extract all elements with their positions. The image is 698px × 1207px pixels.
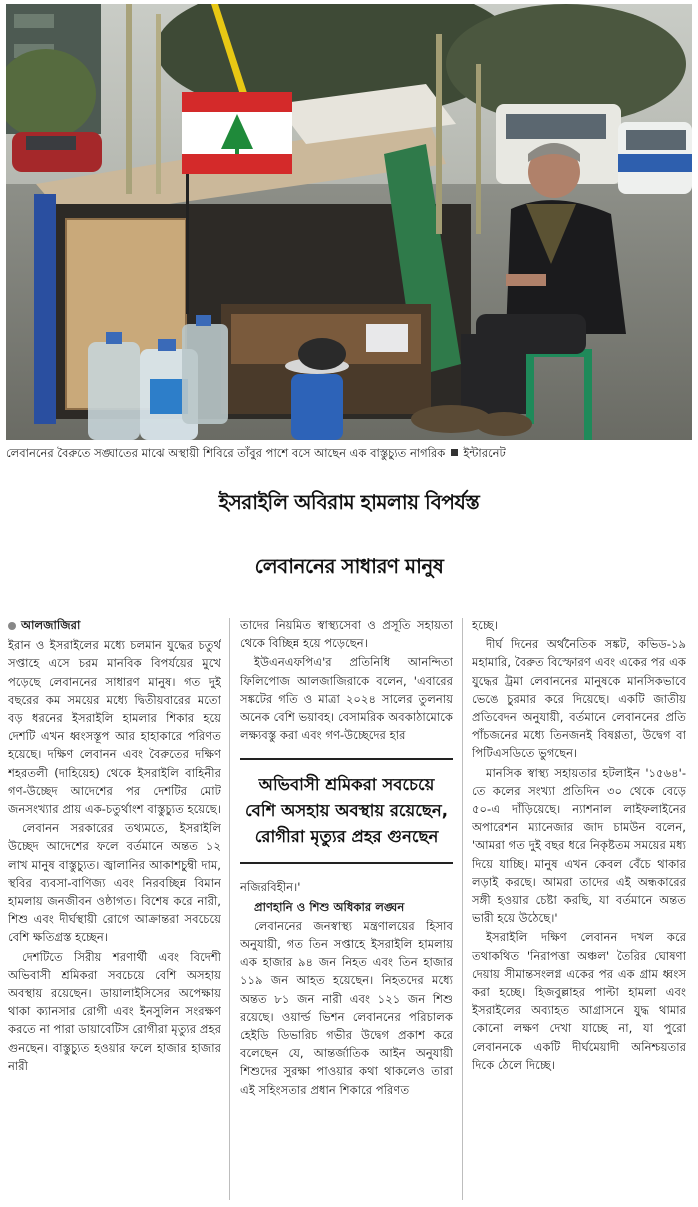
caption-separator-square-icon xyxy=(451,449,458,456)
caption-credit: ইন্টারনেট xyxy=(463,446,506,460)
photo-caption xyxy=(6,442,692,464)
paragraph: তাদের নিয়মিত স্বাস্থ্যসেবা ও প্রসূতি সহায়তা থেকে বিচ্ছিন্ন হয়ে পড়েছেন। xyxy=(240,618,453,651)
paragraph: হচ্ছে। xyxy=(472,618,498,632)
headline-line-2: লেবাননের সাধারণ মানুষ xyxy=(254,554,444,578)
subheading: প্রাণহানি ও শিশু অধিকার লঙ্ঘন xyxy=(254,899,405,914)
article-column-2 xyxy=(240,616,453,1201)
column-divider-2 xyxy=(462,618,463,1200)
paragraph: নজিরবিহীন।' xyxy=(240,880,301,895)
caption-text: লেবাননের বৈরুতে সঙ্ঘাতের মাঝে অস্থায়ী শিবিরে তাঁবুর পাশে বসে আছেন এক বাস্তুচ্যুত নাগরিক xyxy=(6,446,446,460)
byline-bullet-icon xyxy=(8,622,16,630)
paragraph: ইরান ও ইসরাইলের মধ্যে চলমান যুদ্ধের চতুর্থ সপ্তাহে এসে চরম মানবিক বিপর্যয়ের মুখে পড়েছে লেবাননের সাধারণ মানুষ। গত দুই বছরের কম সময়ের মধ্যে দ্বিতীয়বারের মতো বড় ধরনের ইসরাইলি হামলার শিকার হয়ে দেশটি এখন ধ্বংসস্তূপ আর হাহাকারে পরিণত হয়েছে। দক্ষিণ লেবানন এবং বৈরুতের দক্ষিণ শহরতলী (দাহিয়েহ) থেকে ইসরাইলি বাহিনীর গণ-উচ্ছেদ আদেশের পর দেশটির মোট জনসংখ্যার প্রায় এক-চতুর্থাংশ বাস্তুচ্যুত হয়েছে। xyxy=(8,638,221,817)
pull-quote: অভিবাসী শ্রমিকরা সবচেয়ে বেশি অসহায় অবস্থায় রয়েছেন, রোগীরা মৃত্যুর প্রহর গুনছেন xyxy=(240,758,453,864)
article-column-3 xyxy=(472,616,686,1201)
paragraph: দেশটিতে সিরীয় শরণার্থী এবং বিদেশী অভিবাসী শ্রমিকরা সবচেয়ে বেশি অসহায় অবস্থায় রয়েছেন। ডায়ালাইসিসের অপেক্ষায় থাকা ক্যানসার রোগী এবং ইনসুলিন সংরক্ষণ করতে না পারা ডায়াবেটিস রোগীরা মৃত্যুর প্রহর গুনছেন। বাস্তুচ্যুত হওয়ার ফলে হাজার হাজার নারী xyxy=(8,949,221,1073)
paragraph: লেবাননের জনস্বাস্থ্য মন্ত্রণালয়ের হিসাব অনুযায়ী, গত তিন সপ্তাহে ইসরাইলি হামলায় এক হাজার ৯৪ জন নিহত এবং তিন হাজার ১১৯ জন আহত হয়েছেন। নিহতদের মধ্যে অন্তত ৮১ জন নারী এবং ১২১ জন শিশু রয়েছে। ওয়ার্ল্ড ভিশন লেবাননের পরিচালক হেইডি ডিভারিচ গভীর উদ্বেগ প্রকাশ করে বলেছেন যে, আন্তর্জাতিক আইন অনুযায়ী শিশুদের সুরক্ষা পাওয়ার কথা থাকলেও তারা এই সহিংসতার প্রধান শিকারে পরিণত xyxy=(240,918,453,1097)
column-divider-1 xyxy=(229,618,230,1200)
headline xyxy=(0,470,698,598)
photo-illustration xyxy=(6,4,692,440)
byline xyxy=(8,616,221,634)
paragraph: ইউএনএফপিএ'র প্রতিনিধি আনন্দিতা ফিলিপোজ আলজাজিরাকে বলেন, 'এবারের সঙ্কটের গতি ও মাত্রা ২০২৪ সালের তুলনায় অনেক বেশি ভয়াবহ। বেসামরিক অবকাঠামোকে লক্ষ্যবস্তু করা এবং গণ-উচ্ছেদের হার xyxy=(240,655,453,743)
paragraph: দীর্ঘ দিনের অর্থনৈতিক সঙ্কট, কভিড-১৯ মহামারি, বৈরুত বিস্ফোরণ এবং একের পর এক যুদ্ধের ট্রমা লেবাননের মানুষকে মানসিকভাবে ভেঙে চুরমার করে দিয়েছে। একটি জাতীয় প্রতিবেদন অনুযায়ী, বর্তমানে লেবাননের প্রতি পাঁচজনের মধ্যে তিনজনই বিষণ্ণতা, উদ্বেগ বা পিটিএসডিতে ভুগছেন। xyxy=(472,637,686,761)
paragraph: মানসিক স্বাস্থ্য সহায়তার হটলাইন '১৫৬৪'-তে কলের সংখ্যা প্রতিদিন ৩০ থেকে বেড়ে ৫০-এ দাঁড়িয়েছে। ন্যাশনাল লাইফলাইনের অপারেশন ম্যানেজার জাদ চামউন বলেন, 'আমরা গত দুই বছর ধরে নিকৃষ্টতম সময়ের মধ্য দিয়ে যাচ্ছি। মানুষ এখন কেবল বেঁচে থাকার লড়াই করছে। আমরা তাদের এই অন্ধকারের সঙ্গী হওয়ার চেষ্টা করছি, যা বর্তমানে অন্তত ভারী হয়ে উঠেছে।' xyxy=(472,765,686,926)
article-column-1 xyxy=(8,616,221,1201)
lebanon-flag-icon xyxy=(182,92,292,174)
paragraph: লেবানন সরকারের তথ্যমতে, ইসরাইলি উচ্ছেদ আদেশের ফলে বর্তমানে অন্তত ১২ লাখ মানুষ বাস্তুচ্যুত। জ্বালানির আকাশচুম্বী দাম, স্থবির ব্যবসা-বাণিজ্য এবং নিরবচ্ছিন্ন বিমান হামলায় জনজীবন ওষ্ঠাগত। বিশেষ করে নারী, শিশু এবং দীর্ঘস্থায়ী রোগে আক্রান্তরা সবচেয়ে বেশি ক্ষতিগ্রস্ত হচ্ছেন। xyxy=(8,821,221,945)
paragraph: ইসরাইলি দক্ষিণ লেবানন দখল করে তথাকথিত 'নিরাপত্তা অঞ্চল' তৈরির ঘোষণা দেয়ায় সীমান্তসংলগ্ন একের পর এক গ্রাম ধ্বংস করা হচ্ছে। হিজবুল্লাহর পাল্টা হামলা এবং ইসরাইলের অব্যাহত আগ্রাসনে যুদ্ধ থামার কোনো লক্ষণ দেখা যাচ্ছে না, যা পুরো লেবাননকে একটি দীর্ঘমেয়াদী অনিশ্চয়তার দিকে ঠেলে দিচ্ছে। xyxy=(472,930,686,1072)
headline-line-1: ইসরাইলি অবিরাম হামলায় বিপর্যস্ত xyxy=(218,490,480,514)
byline-source: আলজাজিরা xyxy=(21,618,81,632)
news-photo xyxy=(6,4,692,440)
